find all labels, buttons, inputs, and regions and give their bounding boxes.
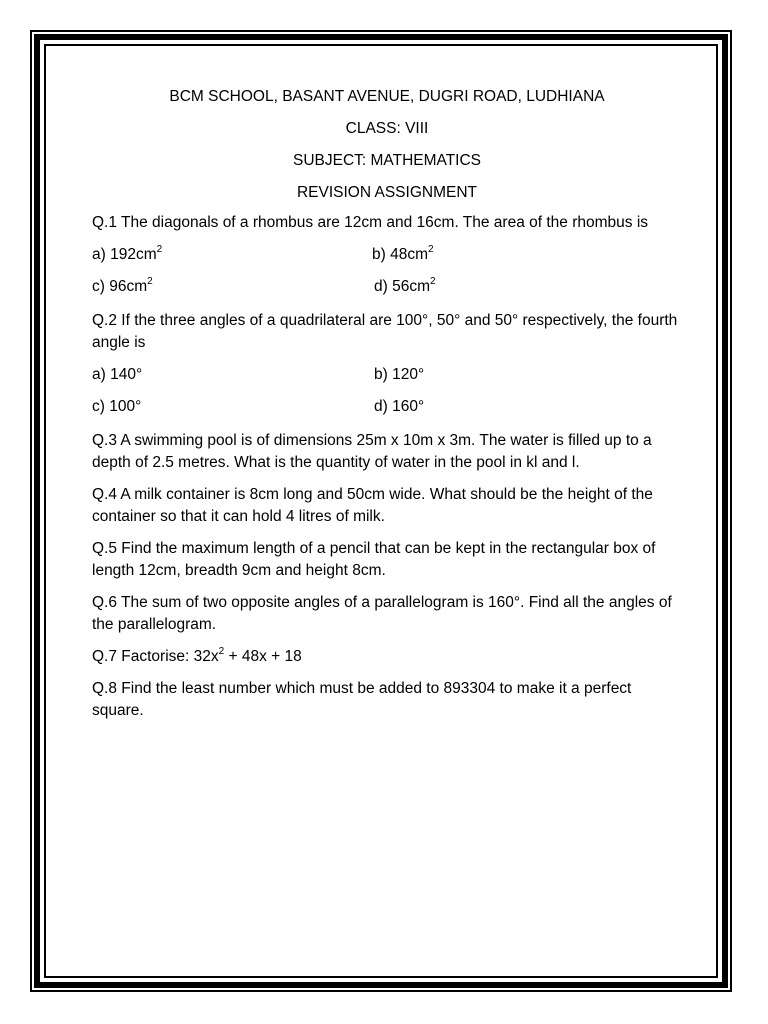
question-6: Q.6 The sum of two opposite angles of a parallelogram is 160°. Find all the angles of the parallelogram. <box>92 594 672 633</box>
q1-option-b: b) $48cm^2$ <box>372 243 434 263</box>
q1-option-d: d) $56cm^2$ <box>374 275 436 295</box>
assignment-content <box>92 86 682 722</box>
question-1-options-row-2 <box>92 276 682 298</box>
question-3: Q.3 A swimming pool is of dimensions 25m x 10m x 3m. The water is filled up to a depth of 2.5 metres. What is the quantity of water in the pool in kl and l. <box>92 432 652 471</box>
class-line: CLASS: VIII <box>345 120 429 137</box>
question-5: Q.5 Find the maximum length of a pencil that can be kept in the rectangular box of length 12cm, breadth 9cm and height 8cm. <box>92 540 656 579</box>
assignment-title: REVISION ASSIGNMENT <box>296 184 477 201</box>
q1-option-a: a) $192cm^2$ <box>92 243 163 263</box>
q2-option-b: b) 120° <box>374 366 425 383</box>
q2-option-a: a) 140° <box>92 366 143 383</box>
question-7: Q.7 Factorise: $32x^2 + 48x + 18$ <box>92 645 302 665</box>
subject-line: SUBJECT: MATHEMATICS <box>292 152 482 169</box>
question-2-options-row-1 <box>92 364 682 386</box>
q2-option-c: c) 100° <box>92 398 142 415</box>
q1-option-c: c) $96cm^2$ <box>92 275 153 295</box>
question-2-options-row-2 <box>92 396 682 418</box>
question-2: Q.2 If the three angles of a quadrilateral are 100°, 50° and 50° respectively, the fourth angle is <box>92 312 678 351</box>
question-4: Q.4 A milk container is 8cm long and 50cm wide. What should be the height of the container so that it can hold 4 litres of milk. <box>92 486 653 525</box>
question-8: Q.8 Find the least number which must be added to 893304 to make it a perfect square. <box>92 680 632 719</box>
question-1-options-row-1 <box>92 244 682 266</box>
school-name: BCM SCHOOL, BASANT AVENUE, DUGRI ROAD, LUDHIANA <box>169 88 605 105</box>
q2-option-d: d) 160° <box>374 398 425 415</box>
question-1: Q.1 The diagonals of a rhombus are 12cm and 16cm. The area of the rhombus is <box>92 214 649 231</box>
